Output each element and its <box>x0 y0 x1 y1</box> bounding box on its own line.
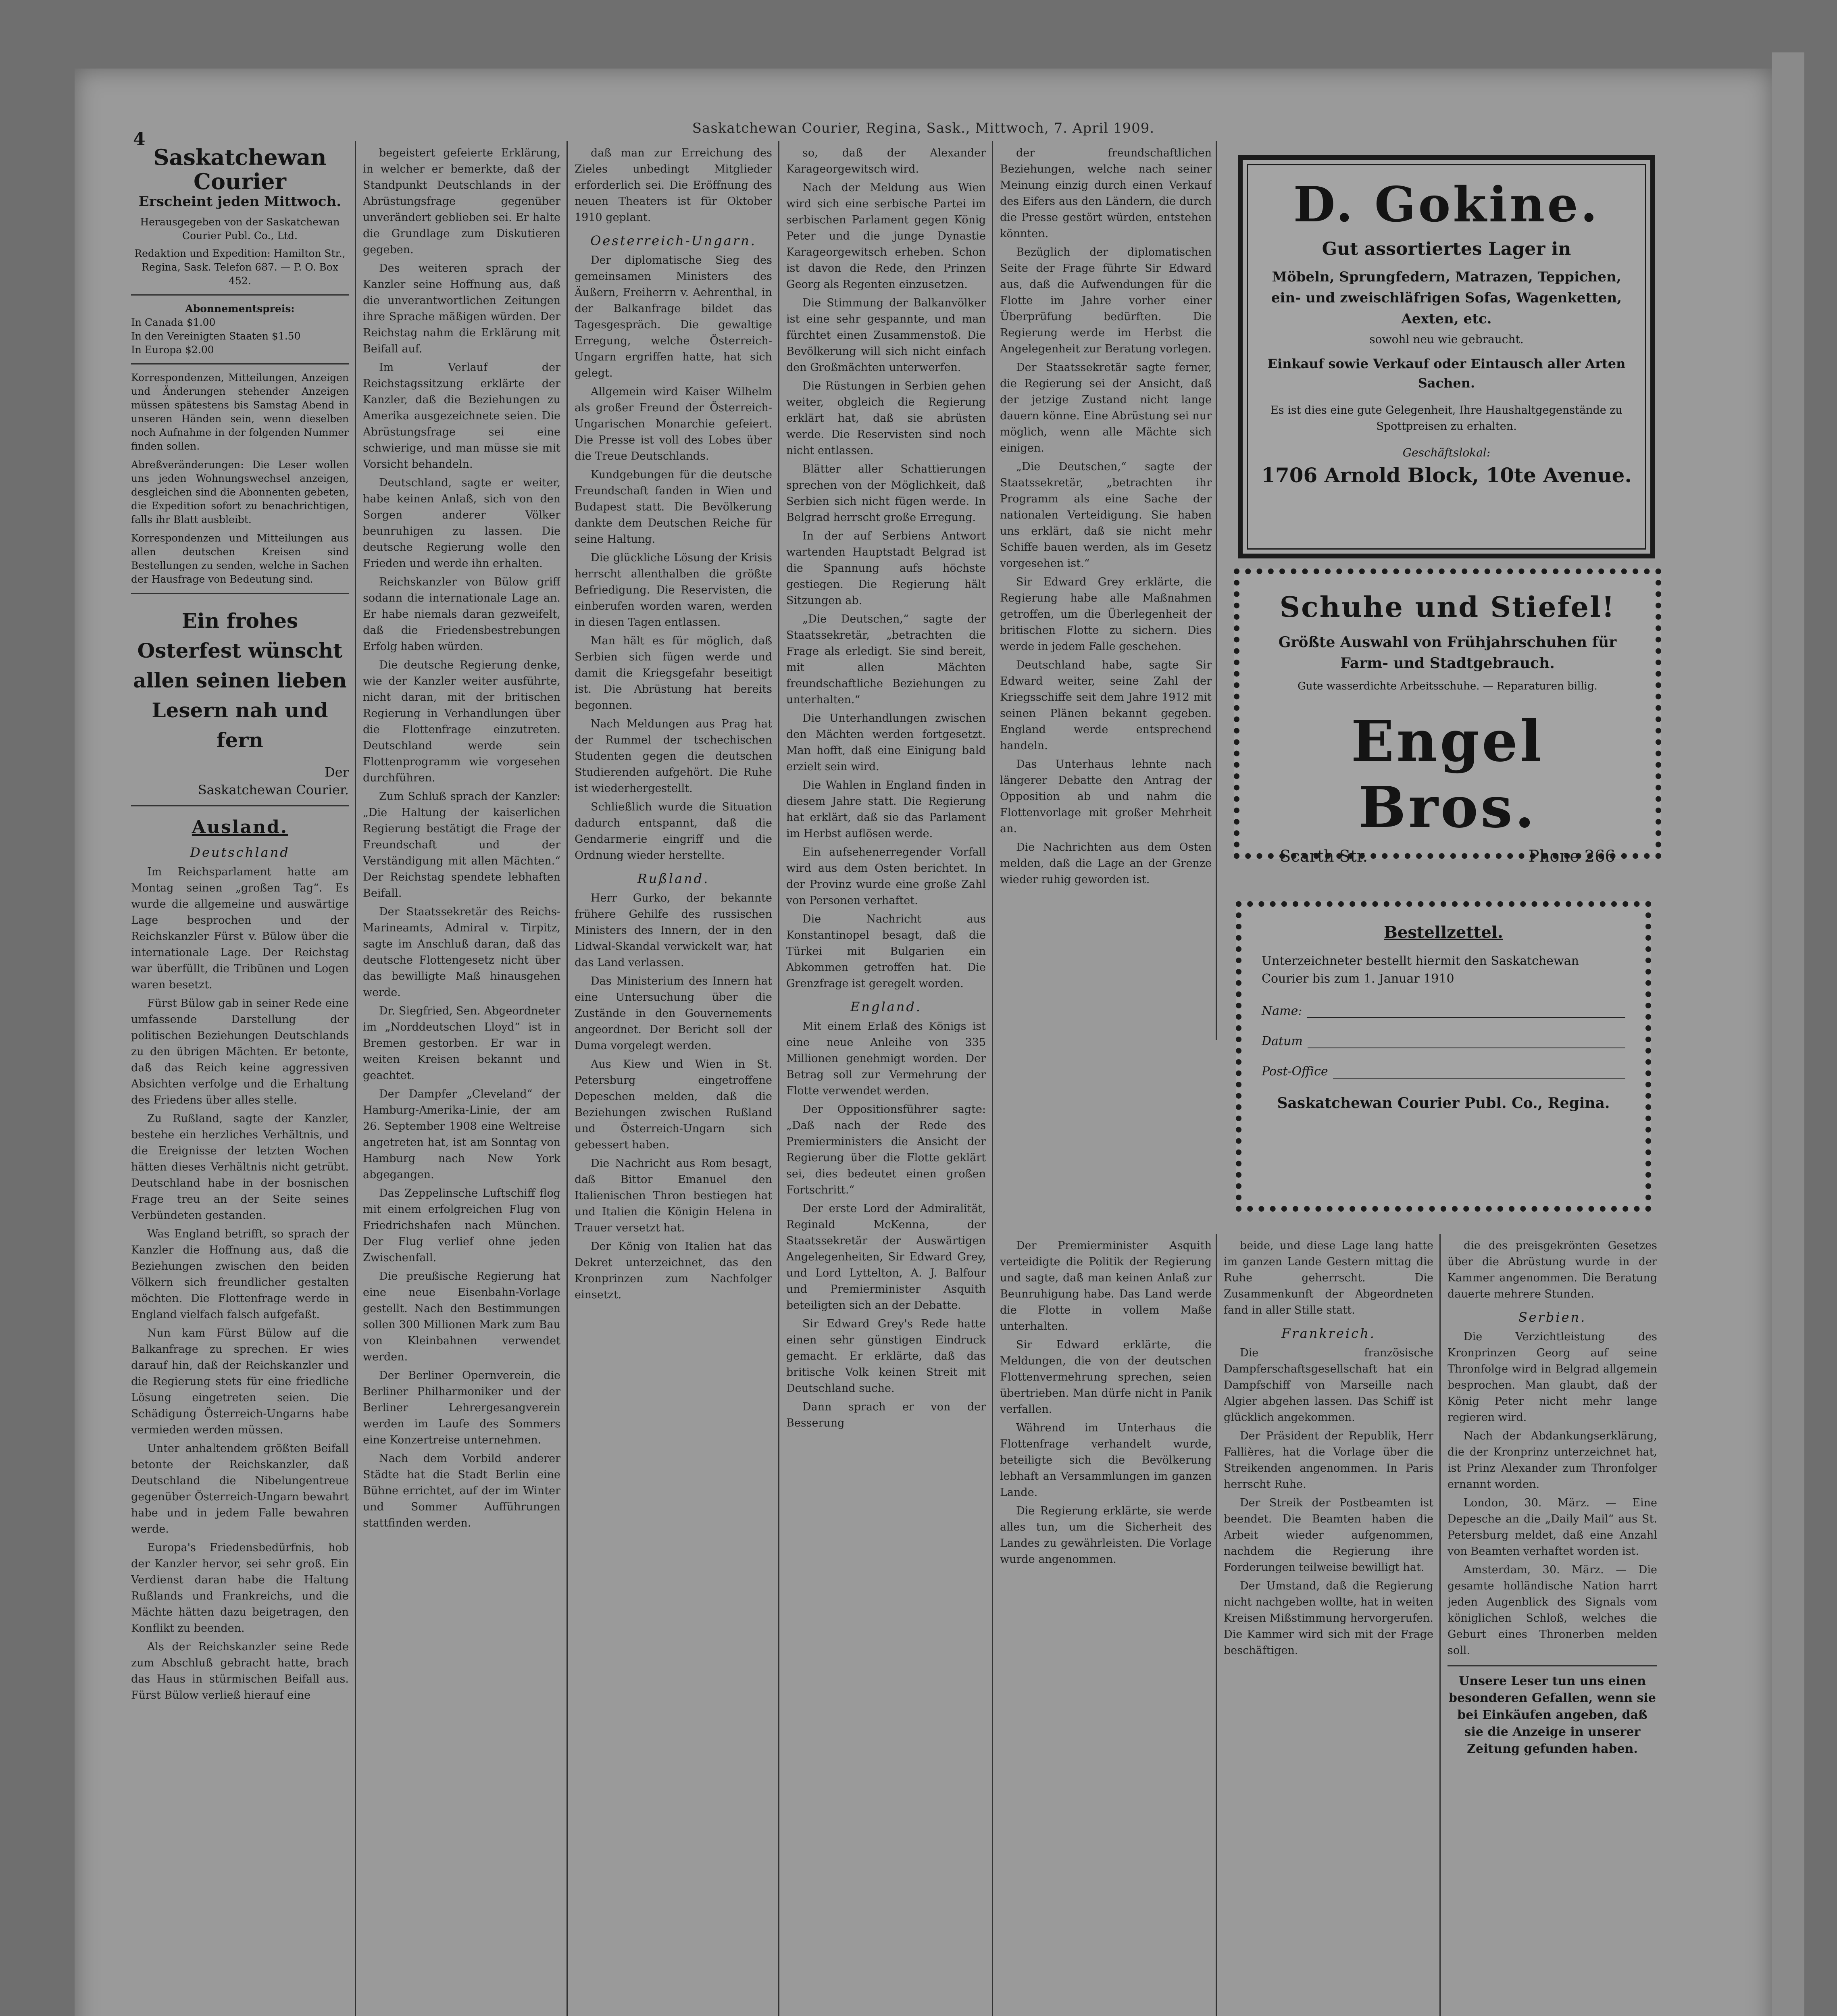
easter-greeting: Ein frohes Osterfest wünscht allen seinen lieben Lesern nah und fern <box>133 609 347 752</box>
order-form-intro: Unterzeichneter bestellt hiermit den Saskatchewan Courier bis zum 1. Januar 1910 <box>1262 954 1579 986</box>
order-form-date-label: Datum <box>1262 1034 1303 1048</box>
paragraph: Nach der Abdankungserklärung, die der Kronprinz unterzeichnet hat, ist Prinz Alexander zum Thronfolger ernannt worden. <box>1448 1430 1657 1491</box>
paragraph: Die Nachricht aus Konstantinopel besagt, daß die Türkei mit Bulgarien ein Abkommen getroffen hat. Die Grenzfrage ist geregelt worden. <box>786 913 986 990</box>
paragraph: Die Nachrichten aus dem Osten melden, daß die Lage an der Grenze wieder ruhig geworden ist. <box>1000 841 1212 886</box>
article-text <box>363 145 560 1531</box>
notice: Abreßveränderungen: Die Leser wollen uns jeden Wohnungswechsel anzeigen, desgleichen sind die Abonnenten gebeten, die Expedition sofort zu benachrichtigen, falls ihr Blatt ausbleibt. <box>131 459 349 525</box>
order-form-date-row <box>1262 1034 1625 1048</box>
column-2 <box>363 145 560 2016</box>
paragraph: Die Nachricht aus Rom besagt, daß Bittor Emanuel den Italienischen Thron bestiegen hat und Italien die Königin Helena in Trauer versetzt hat. <box>575 1157 772 1234</box>
paragraph: In der auf Serbiens Antwort wartenden Hauptstadt Belgrad ist die Spannung aufs höchste gestiegen. Die Regierung hält Sitzungen ab. <box>786 530 986 607</box>
paragraph: daß man zur Erreichung des Zieles unbedingt Mitglieder erforderlich sei. Die Eröffnung des neuen Theaters ist für Oktober 1910 geplant. <box>575 147 772 224</box>
paragraph: Dr. Siegfried, Sen. Abgeordneter im „Norddeutschen Lloyd“ ist in Bremen gestorben. Er war in weiten Kreisen bekannt und geachtet. <box>363 1005 560 1082</box>
paragraph: London, 30. März. — Eine Depesche an die „Daily Mail“ aus St. Petersburg meldet, daß eine Anzahl von Beamten verhaftet worden ist. <box>1448 1497 1657 1558</box>
ad-engel-name: Engel Bros. <box>1351 708 1544 841</box>
ad-gokine-line2: Möbeln, Sprungfedern, Matrazen, Teppichen, ein- und zweischläfrigen Sofas, Wagenketten, Aexten, etc. <box>1271 269 1622 327</box>
paragraph: Die deutsche Regierung denke, wie der Kanzler weiter ausführte, nicht daran, mit der britischen Regierung in Verhandlungen über die Flottenfrage einzutreten. Deutschland werde sein Flottenprogramm wie vorgesehen durchführen. <box>363 659 560 784</box>
paragraph: Während im Unterhaus die Flottenfrage verhandelt wurde, beteiligte sich die Bevölkerung lebhaft an Versammlungen im ganzen Lande. <box>1000 1422 1212 1499</box>
paragraph: Kundgebungen für die deutsche Freundschaft fanden in Wien und Budapest statt. Die Bevölkerung dankte dem Deutschen Reiche für seine Haltung. <box>575 469 772 546</box>
paragraph: Der Staatssekretär des Reichs-Marineamts, Admiral v. Tirpitz, sagte im Anschluß daran, daß das deutsche Flottengesetz nicht über das bewilligte Maß hinausgehen werde. <box>363 906 560 999</box>
section-title-frankreich: Frankreich. <box>1281 1326 1376 1341</box>
column-5-bottom <box>1000 1238 1212 2016</box>
ad-gokine-address: 1706 Arnold Block, 10te Avenue. <box>1261 463 1632 487</box>
paragraph: Die Verzichtleistung des Kronprinzen Georg auf seine Thronfolge wird in Belgrad allgemein besprochen. Man glaubt, daß der König Peter nicht mehr lange regieren wird. <box>1448 1331 1657 1424</box>
ad-engel-bros <box>1234 569 1661 866</box>
paragraph: Der Oppositionsführer sagte: „Daß nach der Rede des Premierministers die Ansicht der Regierung über die Flotte geklärt sei, dies bedeutet einen großen Fortschritt.“ <box>786 1103 986 1196</box>
order-form-post-label: Post-Office <box>1262 1064 1328 1079</box>
section-title-ausland: Ausland. <box>192 817 288 837</box>
paragraph: Allgemein wird Kaiser Wilhelm als großer Freund der Österreich-Ungarischen Monarchie gefeiert. Die Presse ist voll des Lobes über die Treue Deutschlands. <box>575 385 772 462</box>
paragraph: Aus Kiew und Wien in St. Petersburg eingetroffene Depeschen melden, daß die Beziehungen zwischen Rußland und Österreich-Ungarn sich gebessert haben. <box>575 1058 772 1151</box>
subscription-item: In Canada $1.00 <box>131 317 216 328</box>
column-rule <box>1216 1234 1217 2016</box>
section-title-deutschland: Deutschland <box>190 845 290 860</box>
paragraph: Im Reichsparlament hatte am Montag seinen „großen Tag“. Es wurde die allgemeine und auswärtige Lage besprochen und der Reichskanzler Fürst v. Bülow über die internationale Lage. Der Reichstag war überfüllt, die Tribünen und Logen waren besetzt. <box>131 866 349 991</box>
order-form-name-label: Name: <box>1262 1004 1302 1018</box>
paragraph: Ein aufsehenerregender Vorfall wird aus dem Osten berichtet. In der Provinz wurde eine große Zahl von Personen verhaftet. <box>786 846 986 907</box>
ad-engel-line2: Gute wasserdichte Arbeitsschuhe. — Reparaturen billig. <box>1298 680 1597 692</box>
paragraph: Das Ministerium des Innern hat eine Untersuchung über die Zustände in den Gouvernements angeordnet. Der Bericht soll der Duma vorgelegt werden. <box>575 975 772 1052</box>
paragraph: Reichskanzler von Bülow griff sodann die internationale Lage an. Er habe niemals daran gezweifelt, daß die Friedensbestrebungen Erfolg haben würden. <box>363 576 560 653</box>
column-6-bottom <box>1224 1238 1433 2016</box>
ad-gokine <box>1238 155 1655 558</box>
divider <box>1448 1665 1657 1666</box>
paragraph: Nach dem Vorbild anderer Städte hat die Stadt Berlin eine Bühne errichtet, auf der im Winter und Sommer Aufführungen stattfinden werden. <box>363 1452 560 1529</box>
paragraph: Die französische Dampferschaftsgesellschaft hat ein Dampfschiff von Marseille nach Algier abgehen lassen. Das Schiff ist glücklich angekommen. <box>1224 1347 1433 1424</box>
paragraph: Als der Reichskanzler seine Rede zum Abschluß gebracht hatte, brach das Haus in stürmischen Beifall aus. Fürst Bülow verließ hierauf eine <box>131 1641 349 1702</box>
paragraph: Die preußische Regierung hat eine neue Eisenbahn-Vorlage gestellt. Nach den Bestimmungen sollen 300 Millionen Mark zum Bau von Kleinbahnen verwendet werden. <box>363 1270 560 1363</box>
paragraph: Europa's Friedensbedürfnis, hob der Kanzler hervor, sei sehr groß. Ein Verdienst daran habe die Haltung Rußlands und Frankreichs, und die Mächte hätten dazu beigetragen, den Konflikt zu beenden. <box>131 1541 349 1635</box>
paragraph: Zu Rußland, sagte der Kanzler, bestehe ein herzliches Verhältnis, und die Ereignisse der letzten Wochen hätten dieses Verhältnis nicht getrübt. Deutschland habe in der bosnischen Frage treu an der Seite seines Verbündeten gestanden. <box>131 1112 349 1222</box>
paragraph: „Die Deutschen,“ sagte der Staatssekretär, „betrachten die Frage als erledigt. Sie sind bereit, mit allen Mächten freundschaftliche Beziehungen zu unterhalten.“ <box>786 613 986 706</box>
article-text <box>131 864 349 1704</box>
article-text <box>1448 1238 1657 1302</box>
paragraph: Mit einem Erlaß des Königs ist eine neue Anleihe von 335 Millionen genehmigt worden. Der Betrag soll zur Vermehrung der Flotte verwendet werden. <box>786 1020 986 1097</box>
divider <box>131 363 349 364</box>
paragraph: Die Regierung erklärte, sie werde alles tun, um die Sicherheit des Landes zu gewährleisten. Die Vorlage wurde angenommen. <box>1000 1505 1212 1566</box>
paragraph: Nach der Meldung aus Wien wird sich eine serbische Partei im serbischen Parlament gegen König Peter und die junge Dynastie Karageorgewitsch erheben. Schon ist davon die Rede, den Prinzen Georg als Regenten einzusetzen. <box>786 181 986 291</box>
paragraph: Der Dampfer „Cleveland“ der Hamburg-Amerika-Linie, der am 26. September 1908 eine Weltreise angetreten hat, ist am Sonntag von Hamburg nach New York abgegangen. <box>363 1088 560 1181</box>
publisher-line: Herausgegeben von der Saskatchewan Courier Publ. Co., Ltd. <box>140 216 340 242</box>
paragraph: Amsterdam, 30. März. — Die gesamte holländische Nation harrt jeden Augenblick des Signals vom königlichen Schloß, welches die Geburt eines Thronerben melden soll. <box>1448 1564 1657 1657</box>
paragraph: Das Zeppelinsche Luftschiff flog mit einem erfolgreichen Flug von Friedrichshafen nach München. Der Flug verlief ohne jeden Zwischenfall. <box>363 1187 560 1264</box>
easter-signature-2: Saskatchewan Courier. <box>198 782 349 798</box>
column-rule <box>992 141 993 2016</box>
paragraph: Der diplomatische Sieg des gemeinsamen Ministers des Äußern, Freiherrn v. Aehrenthal, in der Balkanfrage bildet das Tagesgespräch. Die gewaltige Erregung, welche Österreich-Ungarn ergriffen hatte, hat sich gelegt. <box>575 254 772 379</box>
ad-engel-line1: Größte Auswahl von Frühjahrschuhen für Farm- und Stadtgebrauch. <box>1278 634 1617 672</box>
order-form-post-row <box>1262 1064 1625 1079</box>
paragraph: Die Stimmung der Balkanvölker ist eine sehr gespannte, und man fürchtet einen Zusammenstoß. Die Bevölkerung will sich nicht einfach den Großmächten unterwerfen. <box>786 297 986 374</box>
paragraph: Der Streik der Postbeamten ist beendet. Die Beamten haben die Arbeit wieder aufgenommen, nachdem die Regierung ihre Forderungen teilweise bewilligt hat. <box>1224 1497 1433 1574</box>
notice: Korrespondenzen und Mitteilungen aus allen deutschen Kreisen sind Bestellungen zu senden, welche in Sachen der Hausfrage von Bedeutung sind. <box>131 532 349 585</box>
article-text <box>1448 1329 1657 1659</box>
subscription-item: In Europa $2.00 <box>131 344 214 356</box>
paragraph: Zum Schluß sprach der Kanzler: „Die Haltung der kaiserlichen Regierung bestätigt die Frage der Freundschaft und der Verständigung mit allen Mächten.“ Der Reichstag spendete lebhaften Beifall. <box>363 790 560 900</box>
paragraph: Der Berliner Opernverein, die Berliner Philharmoniker und der Berliner Lehrergesangverein werden im Laufe des Sommers eine Konzertreise unternehmen. <box>363 1369 560 1446</box>
article-text <box>786 1018 986 1431</box>
article-text <box>786 145 986 992</box>
divider <box>131 294 349 296</box>
article-text <box>1000 145 1212 888</box>
column-1 <box>131 145 349 2016</box>
reader-notice: Unsere Leser tun uns einen besonderen Gefallen, wenn sie bei Einkäufen angeben, daß sie die Anzeige in unserer Zeitung gefunden haben. <box>1449 1674 1656 1756</box>
ad-gokine-name: D. Gokine. <box>1293 176 1600 233</box>
paragraph: Dann sprach er von der Besserung <box>786 1401 986 1429</box>
paragraph: Deutschland habe, sagte Sir Edward weiter, seine Zahl der Kriegsschiffe seit dem Jahre 1912 mit seinen Plänen bekannt gegeben. England werde entsprechend handeln. <box>1000 659 1212 752</box>
paragraph: Schließlich wurde die Situation dadurch entspannt, daß die Gendarmerie eingriff und die Ordnung wieder herstellte. <box>575 801 772 862</box>
article-text <box>1000 1238 1212 1568</box>
paragraph: begeistert gefeierte Erklärung, in welcher er bemerkte, daß der Standpunkt Deutschlands in der Abrüstungsfrage gegenüber unverändert geblieben sei. Er halte die Grundlage zum Diskutieren gegeben. <box>363 147 560 256</box>
section-title-russland: Rußland. <box>637 871 710 886</box>
paragraph: die des preisgekrönten Gesetzes über die Abrüstung wurde in der Kammer angenommen. Die Beratung dauerte mehrere Stunden. <box>1448 1239 1657 1300</box>
article-text <box>575 890 772 1303</box>
easter-signature-1: Der <box>325 764 349 780</box>
order-form-title: Bestellzettel. <box>1384 923 1503 942</box>
ad-gokine-line6: Geschäftslokal: <box>1402 446 1491 459</box>
paragraph: Das Unterhaus lehnte nach längerer Debatte den Antrag der Opposition ab und nahm die Flottenvorlage mit großer Mehrheit an. <box>1000 758 1212 835</box>
paragraph: Der Premierminister Asquith verteidigte die Politik der Regierung und sagte, daß man keinen Anlaß zur Beunruhigung habe. Das Land werde die Flotte in vollem Maße unterhalten. <box>1000 1239 1212 1333</box>
column-rule <box>355 141 356 2016</box>
running-header: Saskatchewan Courier, Regina, Sask., Mittwoch, 7. April 1909. <box>692 120 1155 136</box>
paragraph: Deutschland, sagte er weiter, habe keinen Anlaß, sich von den Sorgen anderer Völker beunruhigen zu lassen. Die deutsche Regierung wolle den Frieden und werde ihn erhalten. <box>363 477 560 570</box>
paragraph: Sir Edward Grey's Rede hatte einen sehr günstigen Eindruck gemacht. Er erklärte, daß das britische Volk keinen Streit mit Deutschland suche. <box>786 1318 986 1395</box>
paragraph: Im Verlauf der Reichstagssitzung erklärte der Kanzler, daß die Beziehungen zu Amerika ausgezeichnete seien. Die Abrüstungsfrage sei eine schwierige, und man müsse sie mit Vorsicht behandeln. <box>363 361 560 471</box>
paragraph: Sir Edward Grey erklärte, die Regierung habe alle Maßnahmen getroffen, um die Überlegenheit der britischen Flotte zu sichern. Dies werde in jedem Falle geschehen. <box>1000 576 1212 653</box>
divider <box>131 805 349 806</box>
ad-engel-phone: Phone 266 <box>1528 847 1615 866</box>
paragraph: Der Umstand, daß die Regierung nicht nachgeben wollte, hat in weiten Kreisen Mißstimmung hervorgerufen. Die Kammer wird sich mit der Frage beschäftigen. <box>1224 1580 1433 1657</box>
ad-engel-headline: Schuhe und Stiefel! <box>1279 590 1616 624</box>
paragraph: Man hält es für möglich, daß Serbien sich fügen werde und damit die Kriegsgefahr beseitigt ist. Die Abrüstung hat bereits begonnen. <box>575 635 772 712</box>
subscription-item: In den Vereinigten Staaten $1.50 <box>131 330 301 342</box>
ad-engel-street: Scarth Str. <box>1280 847 1368 866</box>
paragraph: Der Staatssekretär sagte ferner, die Regierung sei der Ansicht, daß der jetzige Zustand nicht lange dauern könne. Eine Abrüstung sei nur möglich, wenn alle Mächte sich einigen. <box>1000 361 1212 454</box>
section-title-oesterreich: Oesterreich-Ungarn. <box>590 233 756 248</box>
subscription-title: Abonnementspreis: <box>185 303 295 314</box>
page-edge <box>1772 52 1804 2016</box>
paragraph: beide, und diese Lage lang hatte im ganzen Lande Gestern mittag die Ruhe geherrscht. Die Zusammenkunft der Abgeordneten fand in aller Stille statt. <box>1224 1239 1433 1316</box>
post-office-input-line[interactable] <box>1333 1066 1625 1079</box>
paragraph: Der erste Lord der Admiralität, Reginald McKenna, der Staatssekretär der Auswärtigen Angelegenheiten, Sir Edward Grey, und Lord Lyttelton, A. J. Balfour und Premierminister Asquith beteiligten sich an der Debatte. <box>786 1202 986 1312</box>
paragraph: Bezüglich der diplomatischen Seite der Frage führte Sir Edward aus, daß die Aufwendungen für die Flotte im Jahre vorher einer Überprüfung bedürften. Die Regierung werde im Herbst die Angelegenheit zur Beratung vorlegen. <box>1000 246 1212 355</box>
column-5-top <box>1000 145 1212 1234</box>
section-title-serbien: Serbien. <box>1518 1310 1587 1325</box>
article-text <box>1224 1345 1433 1659</box>
paragraph: der freundschaftlichen Beziehungen, welche nach seiner Meinung einzig durch einen Verkauf des Eifers aus den Ländern, die durch die Presse gestört würden, entstehen könnten. <box>1000 147 1212 240</box>
paragraph: „Die Deutschen,“ sagte der Staatssekretär, „betrachten ihr Programm als eine Sache der nationalen Verteidigung. Sie haben uns erklärt, daß sie nicht mehr Schiffe bauen werden, als im Gesetz vorgesehen ist.“ <box>1000 460 1212 570</box>
notice: Korrespondenzen, Mitteilungen, Anzeigen und Änderungen stehender Anzeigen müssen spätestens bis Samstag Abend in unseren Händen sein, wenn dieselben noch Aufnahme in der folgenden Nummer finden sollen. <box>131 372 349 452</box>
name-input-line[interactable] <box>1307 1005 1625 1018</box>
divider <box>131 593 349 594</box>
paragraph: Was England betrifft, so sprach der Kanzler die Hoffnung aus, daß die Beziehungen zwischen den beiden Völkern sich freundlicher gestalten möchten. Die Flottenfrage werde in England vielfach falsch aufgefaßt. <box>131 1228 349 1321</box>
paragraph: so, daß der Alexander Karageorgewitsch wird. <box>786 147 986 175</box>
column-4 <box>786 145 986 2016</box>
page-number: 4 <box>133 129 146 150</box>
paragraph: Unter anhaltendem größten Beifall betonte der Reichskanzler, daß Deutschland die Nibelungentreue gegenüber Österreich-Ungarn bewahrt habe und in jedem Falle bewahren werde. <box>131 1442 349 1535</box>
article-text <box>1224 1238 1433 1318</box>
column-rule <box>1216 141 1217 1040</box>
paragraph: Der Präsident der Republik, Herr Fallières, hat die Vorlage über die Streikenden angenommen. In Paris herrscht Ruhe. <box>1224 1430 1433 1491</box>
column-rule <box>778 141 779 2016</box>
masthead-title: Saskatchewan Courier <box>153 145 327 194</box>
paragraph: Die glückliche Lösung der Krisis herrscht allenthalben die größte Befriedigung. Die Reservisten, die einberufen worden waren, werden in diesen Tagen entlassen. <box>575 552 772 629</box>
ad-gokine-line4: Einkauf sowie Verkauf oder Eintausch aller Arten Sachen. <box>1267 356 1626 391</box>
paragraph: Die Rüstungen in Serbien gehen weiter, obgleich die Regierung erklärt hat, daß sie abrüsten werde. Die Reservisten sind noch nicht entlassen. <box>786 380 986 457</box>
section-title-england: England. <box>850 999 922 1014</box>
paragraph: Nach Meldungen aus Prag hat der Rummel der tschechischen Studenten gegen die deutschen Studierenden aufgehört. Die Ruhe ist wiederhergestellt. <box>575 718 772 795</box>
column-7-bottom <box>1448 1238 1657 2016</box>
paragraph: Die Wahlen in England finden in diesem Jahre statt. Die Regierung hat erklärt, daß sie das Parlament im Herbst auflösen werde. <box>786 779 986 840</box>
paragraph: Blätter aller Schattierungen sprechen von der Möglichkeit, daß Serbien sich nicht fügen werde. In Belgrad herrscht große Erregung. <box>786 463 986 524</box>
column-3 <box>575 145 772 2016</box>
column-rule <box>567 141 568 2016</box>
ad-gokine-line1: Gut assortiertes Lager in <box>1322 239 1571 259</box>
paragraph: Herr Gurko, der bekannte frühere Gehilfe des russischen Ministers des Innern, der in den Lidwal-Skandal verwickelt war, hat das Land verlassen. <box>575 892 772 969</box>
paragraph: Fürst Bülow gab in seiner Rede eine umfassende Darstellung der politischen Beziehungen Deutschlands zu den übrigen Mächten. Er betonte, daß das Reich keine aggressiven Absichten verfolge und die Erhaltung des Friedens über alles stelle. <box>131 997 349 1106</box>
paragraph: Nun kam Fürst Bülow auf die Balkanfrage zu sprechen. Er wies darauf hin, daß der Reichskanzler und die Regierung stets für eine friedliche Lösung eingetreten seien. Die Schädigung Österreich-Ungarns habe vermieden werden müssen. <box>131 1327 349 1436</box>
address: Redaktion und Expedition: Hamilton Str., Regina, Sask. Telefon 687. — P. O. Box 452. <box>134 248 346 287</box>
paragraph: Sir Edward erklärte, die Meldungen, die von der deutschen Flottenvermehrung sprechen, seien übertrieben. Man dürfe nicht in Panik verfallen. <box>1000 1339 1212 1416</box>
order-form-name-row <box>1262 1004 1625 1018</box>
order-form-footer: Saskatchewan Courier Publ. Co., Regina. <box>1277 1095 1610 1112</box>
column-rule <box>1439 1234 1441 2016</box>
ad-gokine-line3: sowohl neu wie gebraucht. <box>1369 333 1524 346</box>
masthead-subtitle: Erscheint jeden Mittwoch. <box>138 194 342 210</box>
paragraph: Der König von Italien hat das Dekret unterzeichnet, das den Kronprinzen zum Nachfolger einsetzt. <box>575 1240 772 1301</box>
article-text <box>575 252 772 864</box>
paragraph: Des weiteren sprach der Kanzler seine Hoffnung aus, daß die unverantwortlichen Zeitungen ihre Sprache mäßigen würden. Der Reichstag nahm die Erklärung mit Beifall auf. <box>363 262 560 355</box>
paragraph: Die Unterhandlungen zwischen den Mächten werden fortgesetzt. Man hofft, daß eine Einigung bald erzielt sein wird. <box>786 712 986 773</box>
order-form <box>1236 901 1651 1212</box>
article-text <box>575 145 772 226</box>
ad-gokine-line5: Es ist dies eine gute Gelegenheit, Ihre Haushaltgegenstände zu Spottpreisen zu erhalten. <box>1270 404 1622 433</box>
date-input-line[interactable] <box>1308 1035 1625 1048</box>
